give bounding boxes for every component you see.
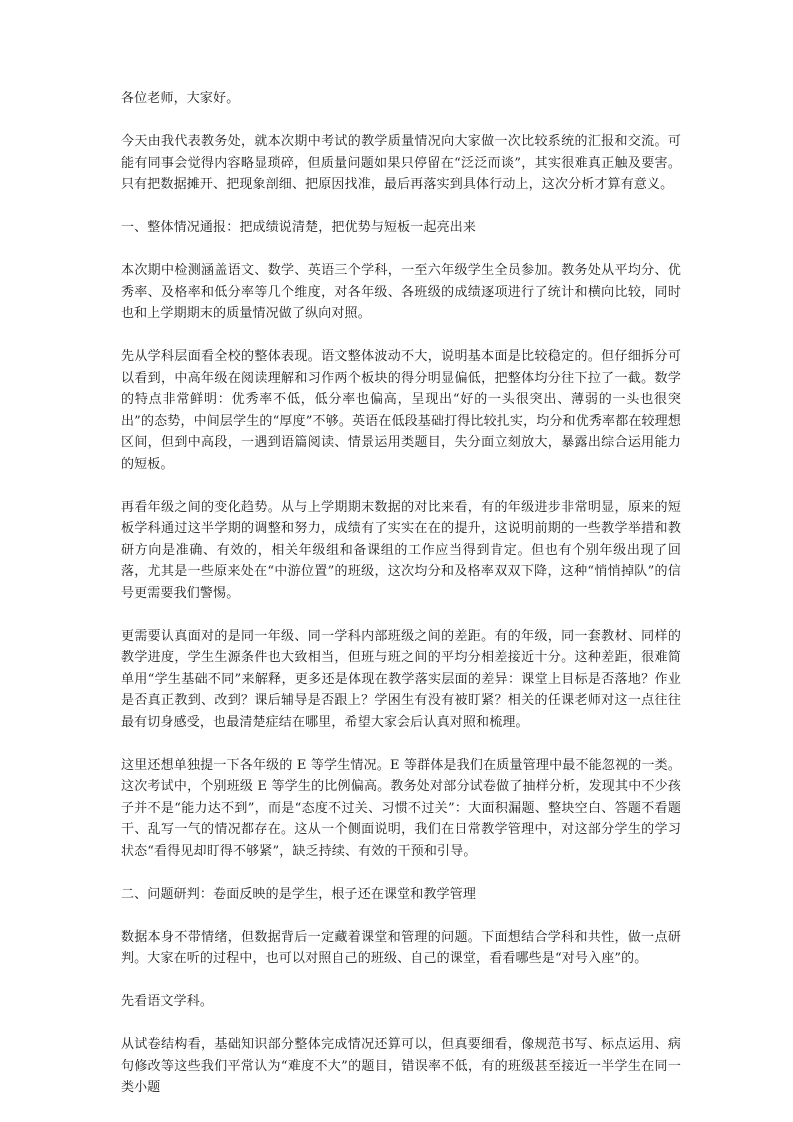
body-paragraph: 再看年级之间的变化趋势。从与上学期期末数据的对比来看，有的年级进步非常明显，原来的短板学科通过这半学期的调整和努力，成绩有了实实在在的提升，这说明前期的一些教学举措和教研方向是准确、有效的，相关年级组和备课组的工作应当得到肯定。但也有个别年级出现了回落，尤其是一些原来处在“中游位置”的班级，这次均分和及格率双双下降，这种“悄悄掉队”的信号更需要我们警惕。 <box>121 499 681 601</box>
body-paragraph: 从试卷结构看，基础知识部分整体完成情况还算可以，但真要细看，像规范书写、标点运用、病句修改等这些我们平常认为“难度不大”的题目，错误率不低，有的班级甚至接近一半学生在同一类小题 <box>121 1037 681 1095</box>
body-paragraph: 数据本身不带情绪，但数据背后一定藏着课堂和管理的问题。下面想结合学科和共性，做一点研判。大家在听的过程中，也可以对照自己的班级、自己的课堂，看看哪些是“对号入座”的。 <box>121 929 681 966</box>
intro-paragraph: 今天由我代表教务处，就本次期中考试的教学质量情况向大家做一次比较系统的汇报和交流。可能有同事会觉得内容略显琐碎，但质量问题如果只停留在“泛泛而谈”，其实很难真正触及要害。只有把数据摊开、把现象剖细、把原因找准，最后再落实到具体行动上，这次分析才算有意义。 <box>121 134 681 192</box>
section-heading-overview: 一、整体情况通报：把成绩说清楚，把优势与短板一起亮出来 <box>121 220 477 235</box>
greeting-paragraph: 各位老师，大家好。 <box>121 91 240 106</box>
body-paragraph: 先看语文学科。 <box>121 994 214 1009</box>
body-paragraph: 先从学科层面看全校的整体表现。语文整体波动不大，说明基本面是比较稳定的。但仔细拆分可以看到，中高年级在阅读理解和习作两个板块的得分明显偏低，把整体均分往下拉了一截。数学的特点非常鲜明：优秀率不低，低分率也偏高，呈现出“好的一头很突出、薄弱的一头也很突出”的态势，中间层学生的“厚度”不够。英语在低段基础打得比较扎实，均分和优秀率都在较理想区间，但到中高段，一遇到语篇阅读、情景运用类题目，失分面立刻放大，暴露出综合运用能力的短板。 <box>121 349 681 472</box>
body-paragraph: 这里还想单独提一下各年级的 E 等学生情况。E 等群体是我们在质量管理中最不能忽视的一类。这次考试中，个别班级 E 等学生的比例偏高。教务处对部分试卷做了抽样分析，发现其中不少孩子并不是“能力达不到”，而是“态度不过关、习惯不过关”：大面积漏题、整块空白、答题不看题干、乱写一气的情况都存在。这从一个侧面说明，我们在日常教学管理中，对这部分学生的学习状态“看得见却盯得不够紧”，缺乏持续、有效的干预和引导。 <box>121 757 681 859</box>
document-body <box>121 88 681 1120</box>
section-heading-analysis: 二、问题研判：卷面反映的是学生，根子还在课堂和教学管理 <box>121 886 477 902</box>
body-paragraph: 本次期中检测涵盖语文、数学、英语三个学科，一至六年级学生全员参加。教务处从平均分、优秀率、及格率和低分率等几个维度，对各年级、各班级的成绩逐项进行了统计和横向比较，同时也和上学期期末的质量情况做了纵向对照。 <box>121 263 681 321</box>
body-paragraph: 更需要认真面对的是同一年级、同一学科内部班级之间的差距。有的年级，同一套教材、同样的教学进度，学生生源条件也大致相当，但班与班之间的平均分相差接近十分。这种差距，很难简单用“学生基础不同”来解释，更多还是体现在教学落实层面的差异：课堂上目标是否落地？作业是否真正教到、改到？课后辅导是否跟上？学困生有没有被盯紧？相关的任课老师对这一点往往最有切身感受，也最清楚症结在哪里，希望大家会后认真对照和梳理。 <box>121 628 681 730</box>
